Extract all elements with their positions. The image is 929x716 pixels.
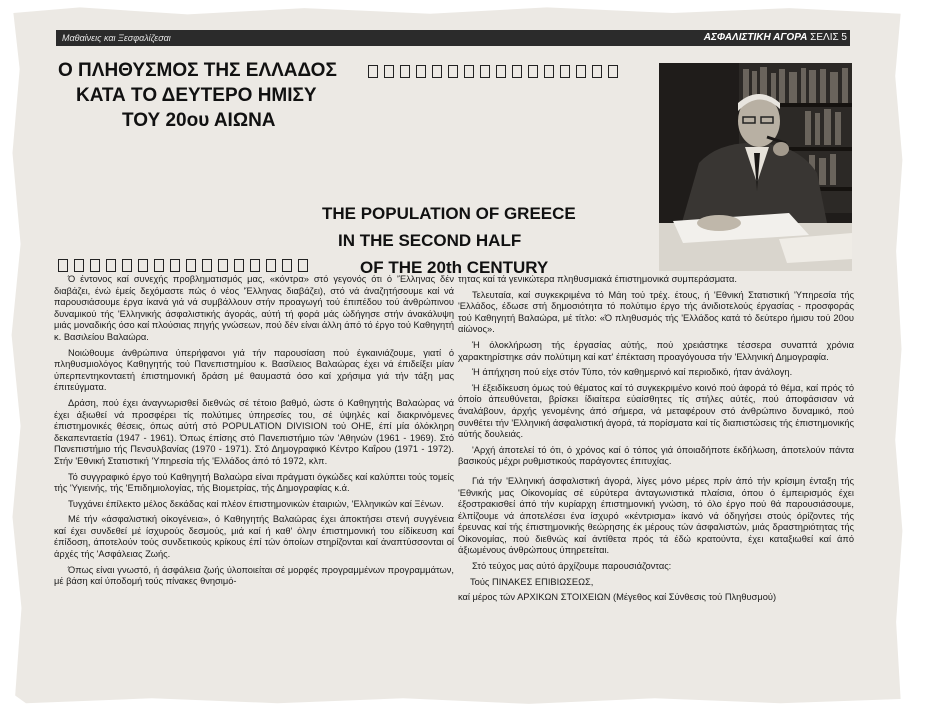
ornament-boxes-bottom <box>58 259 308 272</box>
header-magazine <box>704 30 847 46</box>
article-column-1 <box>54 274 454 592</box>
paragraph: Τελευταία, καί συγκεκριμένα τό Μάη τού τρέχ. έτους, ή 'Εθνική Στατιστική 'Υπηρεσία τής 'Ελλάδος, έδωσε στή δημοσιότητα τό πολύτιμο έργο τής άνιδιοτελούς έργασίας - προσφοράς τού Καθηγητή Βαλαώρα, μέ τίτλο: «Ό πληθυσμός τής 'Ελλάδος κατά τό δεύτερο ήμισυ τού 20ου αίώνος». <box>458 289 854 335</box>
magazine-name: ΑΣΦΑΛΙΣΤΙΚΗ ΑΓΟΡΑ <box>703 32 808 43</box>
paragraph: Ή άπήχηση πού είχε στόν Τύπο, τόν καθημερινό καί περιοδικό, ήταν άνάλογη. <box>472 367 793 378</box>
english-headline-line3: OF THE 20th CENTURY <box>360 258 549 277</box>
paragraph: Μέ τήν «άσφαλιστική οίκογένεια», ό Καθηγητής Βαλαώρας έχει άποκτήσει στενή συγγένεια καί έχει συνδεθεί μέ ίσχυρούς δεσμούς, μιά καί ή καθ' όλην έπιστημονική του είδίκευση καί έπίδοση, άποτελούν τούς συνδετικούς κρίκους έπί τών όποίων στηρίζονται καί άναπτύσσονται οί άρχές τής 'Ασφάλειας Ζωής. <box>54 514 454 560</box>
greek-headline-line1: Ο ΠΛΗΘΥΣΜΟΣ ΤΗΣ ΕΛΛΑΔΟΣ <box>58 60 337 81</box>
paragraph: Ή όλοκλήρωση τής έργασίας αύτής, πού χρειάστηκε τέσσερα συναπτά χρόνια χαρακτηρίστηκε σάν πολύτιμη καί κατ' έπέκταση προαγόγουσα τήν 'Ελληνική Δημογραφία. <box>458 339 854 362</box>
paragraph: Στό τεύχος μας αύτό άρχίζουμε παρουσιάζοντας: <box>472 561 672 572</box>
paragraph: Τυγχάνει έπίλεκτο μέλος δεκάδας καί πλέον έπιστημονικών έταιριών, 'Ελληνικών καί Ξένων. <box>68 498 444 509</box>
greek-headline-line3: ΤΟΥ 20ου ΑΙΩΝΑ <box>122 110 276 131</box>
english-headline-line2: IN THE SECOND HALF <box>338 231 522 250</box>
english-headline-line1: THE POPULATION OF GREECE <box>322 204 576 223</box>
paragraph: Γιά τήν 'Ελληνική άσφαλιστική άγορά, λίγες μόνο μέρες πρίν άπό τήν κρίσιμη ένταξη τής 'Εθνικής μας Οίκονομίας σέ εύρύτερα άνταγωνιστικά πλαίσια, όπου ό έμπειρισμός έχει έξοστρακισθεί άπό τήν κυρίαρχη έπιστημονική γνώση, τό όλο έργο πού θά παρουσιάσουμε, έλπίζουμε νά άποτελέσει ένα ίσχυρό «κέντρισμα» ίκανό νά όδηγήσει στούς όρίζοντες τής έρευνας καί τής έπιστημονικής θεώρησης έκ μέρους τών άσφαλιστών, μιάς δραστηριότητας τής Οίκονομίας, πού διεθνώς καί άντίθετα πρός τά έδώ κρατούντα, έχει καταξιωθεί καί άπό άξιωμένους άνθρώπους ύπηρετείται. <box>458 475 854 556</box>
english-headline <box>322 200 576 281</box>
page-number: ΣΕΛΙΣ 5 <box>810 32 847 43</box>
header-section-title: Μαθαίνεις και Ξεσφαλίζεσαι <box>62 33 171 43</box>
paragraph: Τό συγγραφικό έργο τού Καθηγητή Βαλαώρα είναι πράγματι όγκώδες καί καλύπτει τούς τομείς τής 'Υγιεινής, τής 'Επιδημιολογίας, τής Βιομετρίας, τής Δημογραφίας κ.ά. <box>54 471 454 494</box>
greek-headline-line2: ΚΑΤΑ ΤΟ ΔΕΥΤΕΡΟ ΗΜΙΣΥ <box>76 85 317 106</box>
paragraph: 'Αρχή άποτελεί τό ότι, ό χρόνος καί ό τόπος γιά όποιαδήποτε έκδήλωση, άποτελούν πάντα βασικούς μέχρι ρυθμιστικούς παράγοντες έπιτυχίας. <box>458 444 854 467</box>
paragraph: καί μέρος τών ΑΡΧΙΚΩΝ ΣΤΟΙΧΕΙΩΝ (Μέγεθος καί Σύνθεσις τού Πληθυσμού) <box>458 592 777 603</box>
ornament-boxes-top <box>368 65 618 78</box>
portrait-photo <box>659 63 852 271</box>
paragraph: Ό έντονος καί συνεχής προβληματισμός μας, «κόντρα» στό γεγονός ότι ό 'Έλληνας δέν διαβάζει, ένώ έμείς δεχόμαστε πώς ό νέος 'Έλληνας διαβάζει), στό νά άναζητήσουμε καί νά παρουσιάσουμε έργα ίκανά γιά νά συμβάλλουν στήν προαγωγή τού έπιπέδου τού άνθρώπινου δυναμικού τής 'Ελληνικής άσφαλιστικής άγοράς, αύτή τή φορά μάς ώδήγησε στήν άνακάλυψη μιάς μοναδικής όσο καί πλούσιας πηγής γνώσεων, πού δέν είναι άλλη άπό τό έργο τού Καθηγητή κ. Βασιλείου Βαλαώρα. <box>54 274 454 342</box>
paragraph: τητας καί τά γενικώτερα πληθυσμιακά έπιστημονικά συμπεράσματα. <box>458 274 737 284</box>
paragraph: Νοιώθουμε άνθρώπινα ύπερήφανοι γιά τήν παρουσίαση πού έγκαινιάζουμε, γιατί ό πληθυσμιολόγος Καθηγητής τού Πανεπιστημίου κ. Βασίλειος Βαλαώρας έχει νά έπιδείξει μίαν ύπερπεντηκονταετή έπιστημονική δράση μέ θαυμαστά όσο καί χρήσιμα γιά τήν τάξη μας έπιτεύγματα. <box>54 347 454 393</box>
article-column-2 <box>458 274 854 608</box>
paragraph: Τούς ΠΙΝΑΚΕΣ ΕΠΙΒΙΩΣΕΩΣ, <box>470 576 594 587</box>
paragraph: Δράση, πού έχει άναγνωρισθεί διεθνώς σέ τέτοιο βαθμό, ώστε ό Καθηγητής Βαλαώρας νά έχει άξιωθεί νά προσφέρει τίς πολύτιμες ύπηρεσίες του, σέ ύψηλές καί διακρινόμενες έπιστημονικές θέσεις, όπως αύτή στό POPULATION DIVISION τού ΟΗΕ, έπί μία όλόκληρη δεκαπενταετία (1947 - 1961). Όπως έπίσης στό Πανεπιστήμιο τών 'Αθηνών (1961 - 1969). Στό Πανεπιστήμιο τής Πενσυλβανίας (1970 - 1971). Στό Δημογραφικό Κέντρο Καΐρου (1971 - 1972). Στήν 'Εθνική Στατιστική 'Υπηρεσία τής 'Ελλάδος άπό τό 1972, κλπ. <box>54 397 454 466</box>
paragraph: Όπως είναι γνωστό, ή άσφάλεια ζωής ύλοποιείται σέ μορφές προγραμμένων προγραμμάτων, μέ βάση καί ύποδομή τούς πίνακες θνησιμό- <box>54 564 454 587</box>
portrait-photo-icon <box>659 63 852 271</box>
paragraph: Ή έξειδίκευση όμως τού θέματος καί τό συγκεκριμένο κοινό πού άφορά τό θέμα, καί πρός τό όποίο άπευθύνεται, βρίσκει ίδιαίτερα εύαίσθητες τίς στήλες αύτές, πού άποφάσισαν νά άναλάβουν, άρχής γενομένης άπό σήμερα, νά μεταφέρουν στό άνθρώπινο δυναμικό, πού συνθέτει τήν 'Ελληνική άσφαλιστική άγορά, τά πορίσματα καί τίς διαπιστώσεις τής έπιστημονικής αύτής δουλειάς. <box>458 382 854 440</box>
